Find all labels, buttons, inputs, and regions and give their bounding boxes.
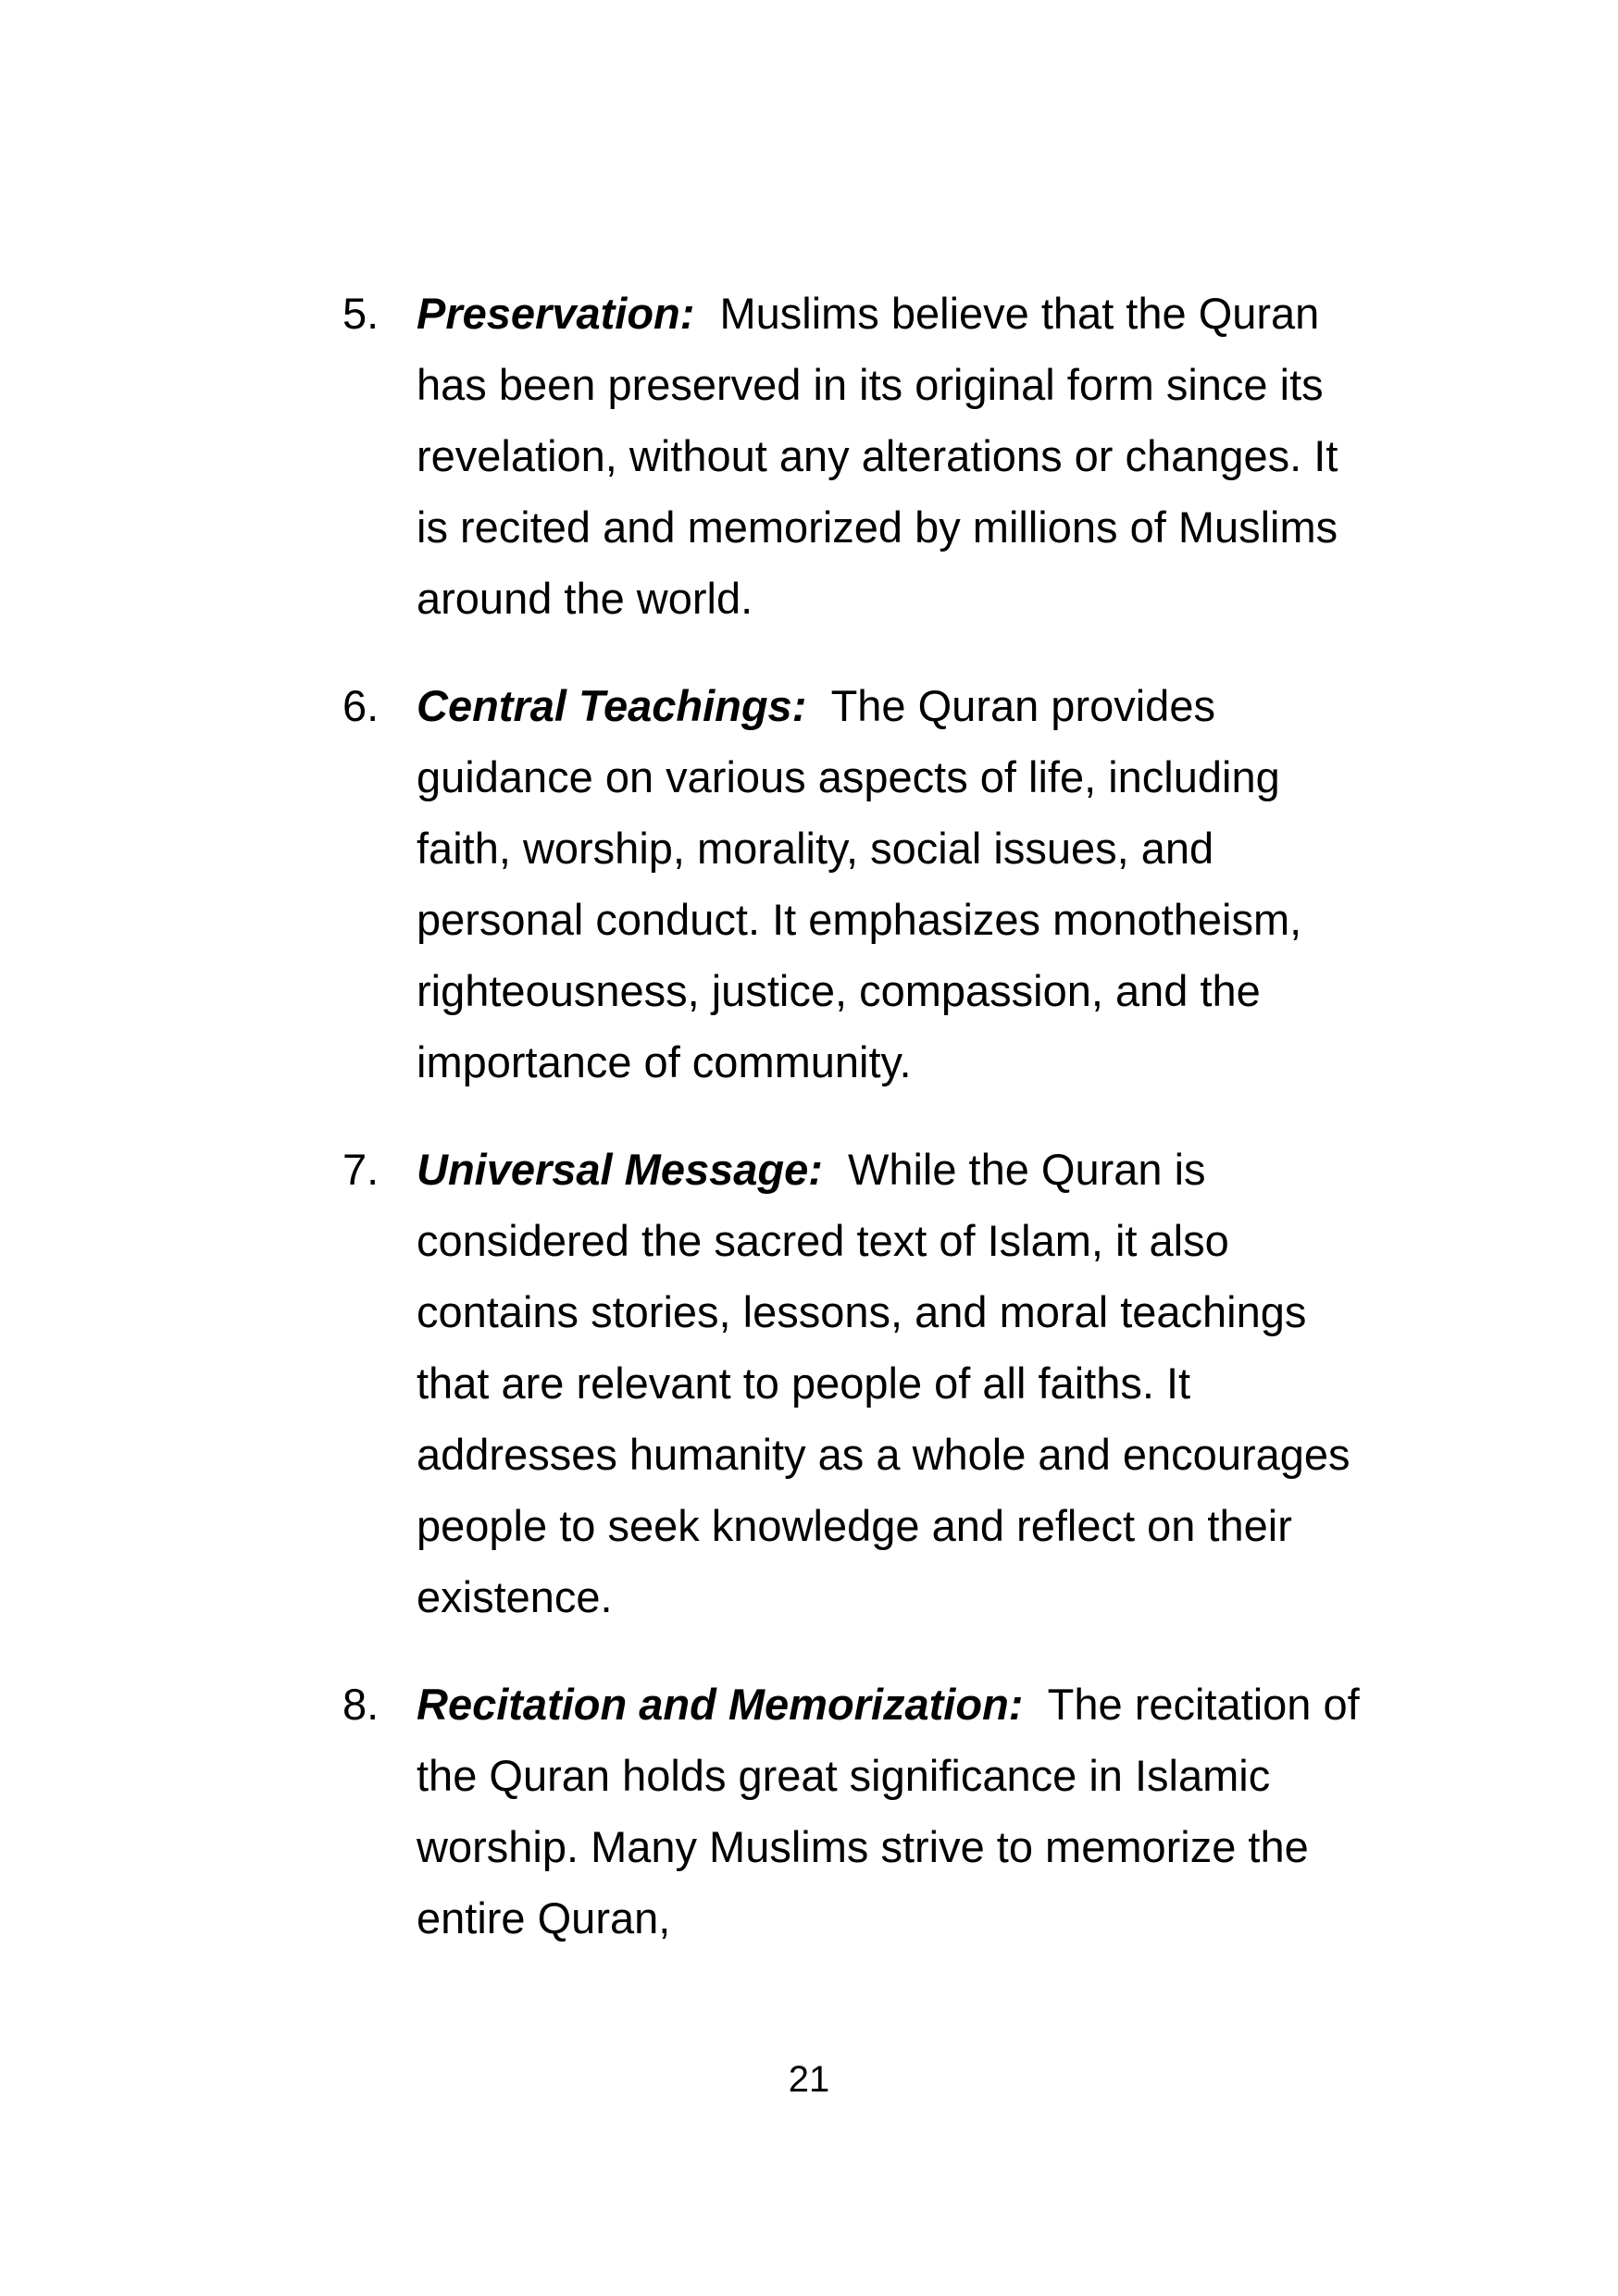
item-heading: Preservation: [417, 289, 695, 338]
item-text: The recitation of the Quran holds great significance in Islamic worship. Many Muslims strive to memorize the entire Quran, [417, 1680, 1360, 1942]
item-text: Muslims believe that the Quran has been preserved in its original form since its revelation, without any alterations or changes. It is recited and memorized by millions of Muslims around the world. [417, 289, 1338, 623]
item-number: 8. [342, 1680, 380, 1729]
list-item-universal-message [342, 1134, 1370, 1632]
item-text: The Quran provides guidance on various aspects of life, including faith, worship, morality, social issues, and personal conduct. It emphasizes monotheism, righteousness, justice, compassion, and the importance of community. [417, 681, 1302, 1086]
page-number: 21 [788, 2059, 830, 2100]
list-item-preservation [342, 278, 1370, 634]
item-number: 5. [342, 289, 380, 338]
list-item-central-teachings [342, 670, 1370, 1098]
numbered-list [342, 278, 1370, 1990]
item-text: While the Quran is considered the sacred text of Islam, it also contains stories, lessons, and moral teachings that are relevant to people of all faiths. It addresses humanity as a whole and encourages people to seek knowledge and reflect on their existence. [417, 1145, 1350, 1621]
item-heading: Universal Message: [417, 1145, 823, 1194]
item-heading: Recitation and Memorization: [417, 1680, 1024, 1729]
item-number: 6. [342, 681, 380, 730]
item-number: 7. [342, 1145, 380, 1194]
list-item-recitation [342, 1669, 1370, 1954]
item-heading: Central Teachings: [417, 681, 807, 730]
